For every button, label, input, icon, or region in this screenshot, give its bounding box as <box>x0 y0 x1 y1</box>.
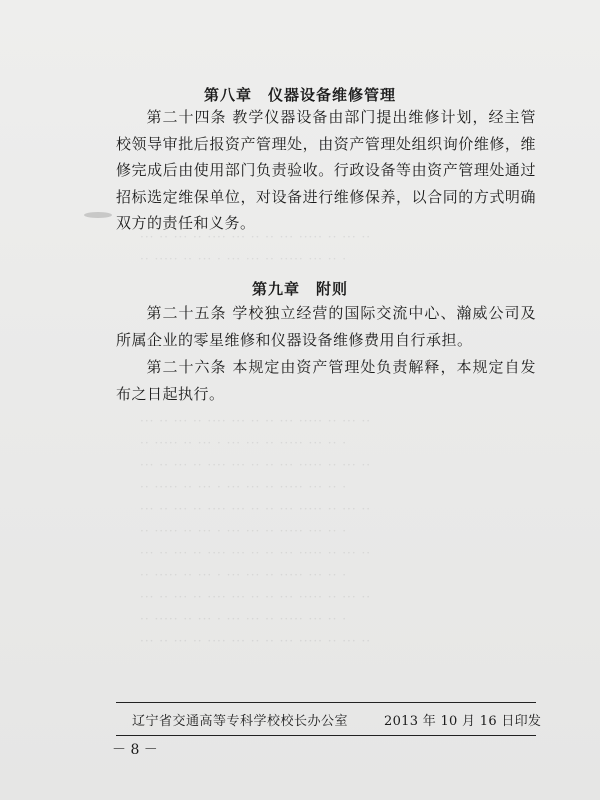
chapter-9-title: 第九章 附则 <box>251 280 348 298</box>
article-24-text: 第二十四条 教学仪器设备由部门提出维修计划，经主管校领导审批后报资产管理处，由资产管理处组织询价维修，维修完成后由使用部门负责验收。行政设备等由资产管理处通过招标选定维保单位，对设备进行维修保养，以合同的方式明确双方的责任和义务。 <box>116 108 536 232</box>
page-number: － 8 － <box>112 742 158 758</box>
article-26-text: 第二十六条 本规定由资产管理处负责解释，本规定自发布之日起执行。 <box>116 358 536 403</box>
article-25-text: 第二十五条 学校独立经营的国际交流中心、瀚威公司及所属企业的零星维修和仪器设备维修费用自行承担。 <box>116 304 536 349</box>
article-24-paragraph <box>116 104 536 237</box>
issue-date: 2013 年 10 月 16 日印发 <box>384 714 542 729</box>
bleed-through-text: ··· ·· ··· ·· ···· ··· ·· ·· ··· ····· ·· ··· ·· ·· ····· ·· ··· · ··· ··· ·· ····· ··· ·· · <box>140 230 372 266</box>
chapter-8-title: 第八章 仪器设备维修管理 <box>203 86 396 104</box>
footer-bottom-rule <box>116 735 536 736</box>
scan-smudge <box>84 212 112 218</box>
footer-top-rule <box>116 702 536 703</box>
issuing-office: 辽宁省交通高等专科学校校长办公室 <box>132 714 349 729</box>
article-26-paragraph <box>116 354 536 407</box>
bleed-through-text: ··· ·· ··· ·· ···· ··· ·· ·· ··· ····· ·· ··· ·· ·· ····· ·· ··· · ··· ··· ·· ····· ··· ·· · ··· ·· ··· ·· ···· ··· ·· ·· ··· ····· ·· ··· ·· ·· ····· ·· ··· · ··· ··· ·· ····· ··· ·· · ··· ·· ··· ·· ···· ··· ·· ·· ··· ····· ·· ··· ·· ·· ····· ·· ··· · ··· ··· ·· ····· ··· ·· · ··· ·· ··· ·· ···· ··· ·· ·· ··· ····· ·· ··· ·· ·· ····· ·· ··· · ··· ··· ·· ····· ··· ·· · ··· ·· ··· ·· ···· ··· ·· ·· ··· ····· ·· ··· ·· ·· ····· ·· ··· · ··· ··· ·· ····· ··· ·· · ··· ·· ··· ·· ···· ··· ·· ·· ··· ····· ·· ··· ·· <box>140 414 372 648</box>
article-25-paragraph <box>116 300 536 353</box>
